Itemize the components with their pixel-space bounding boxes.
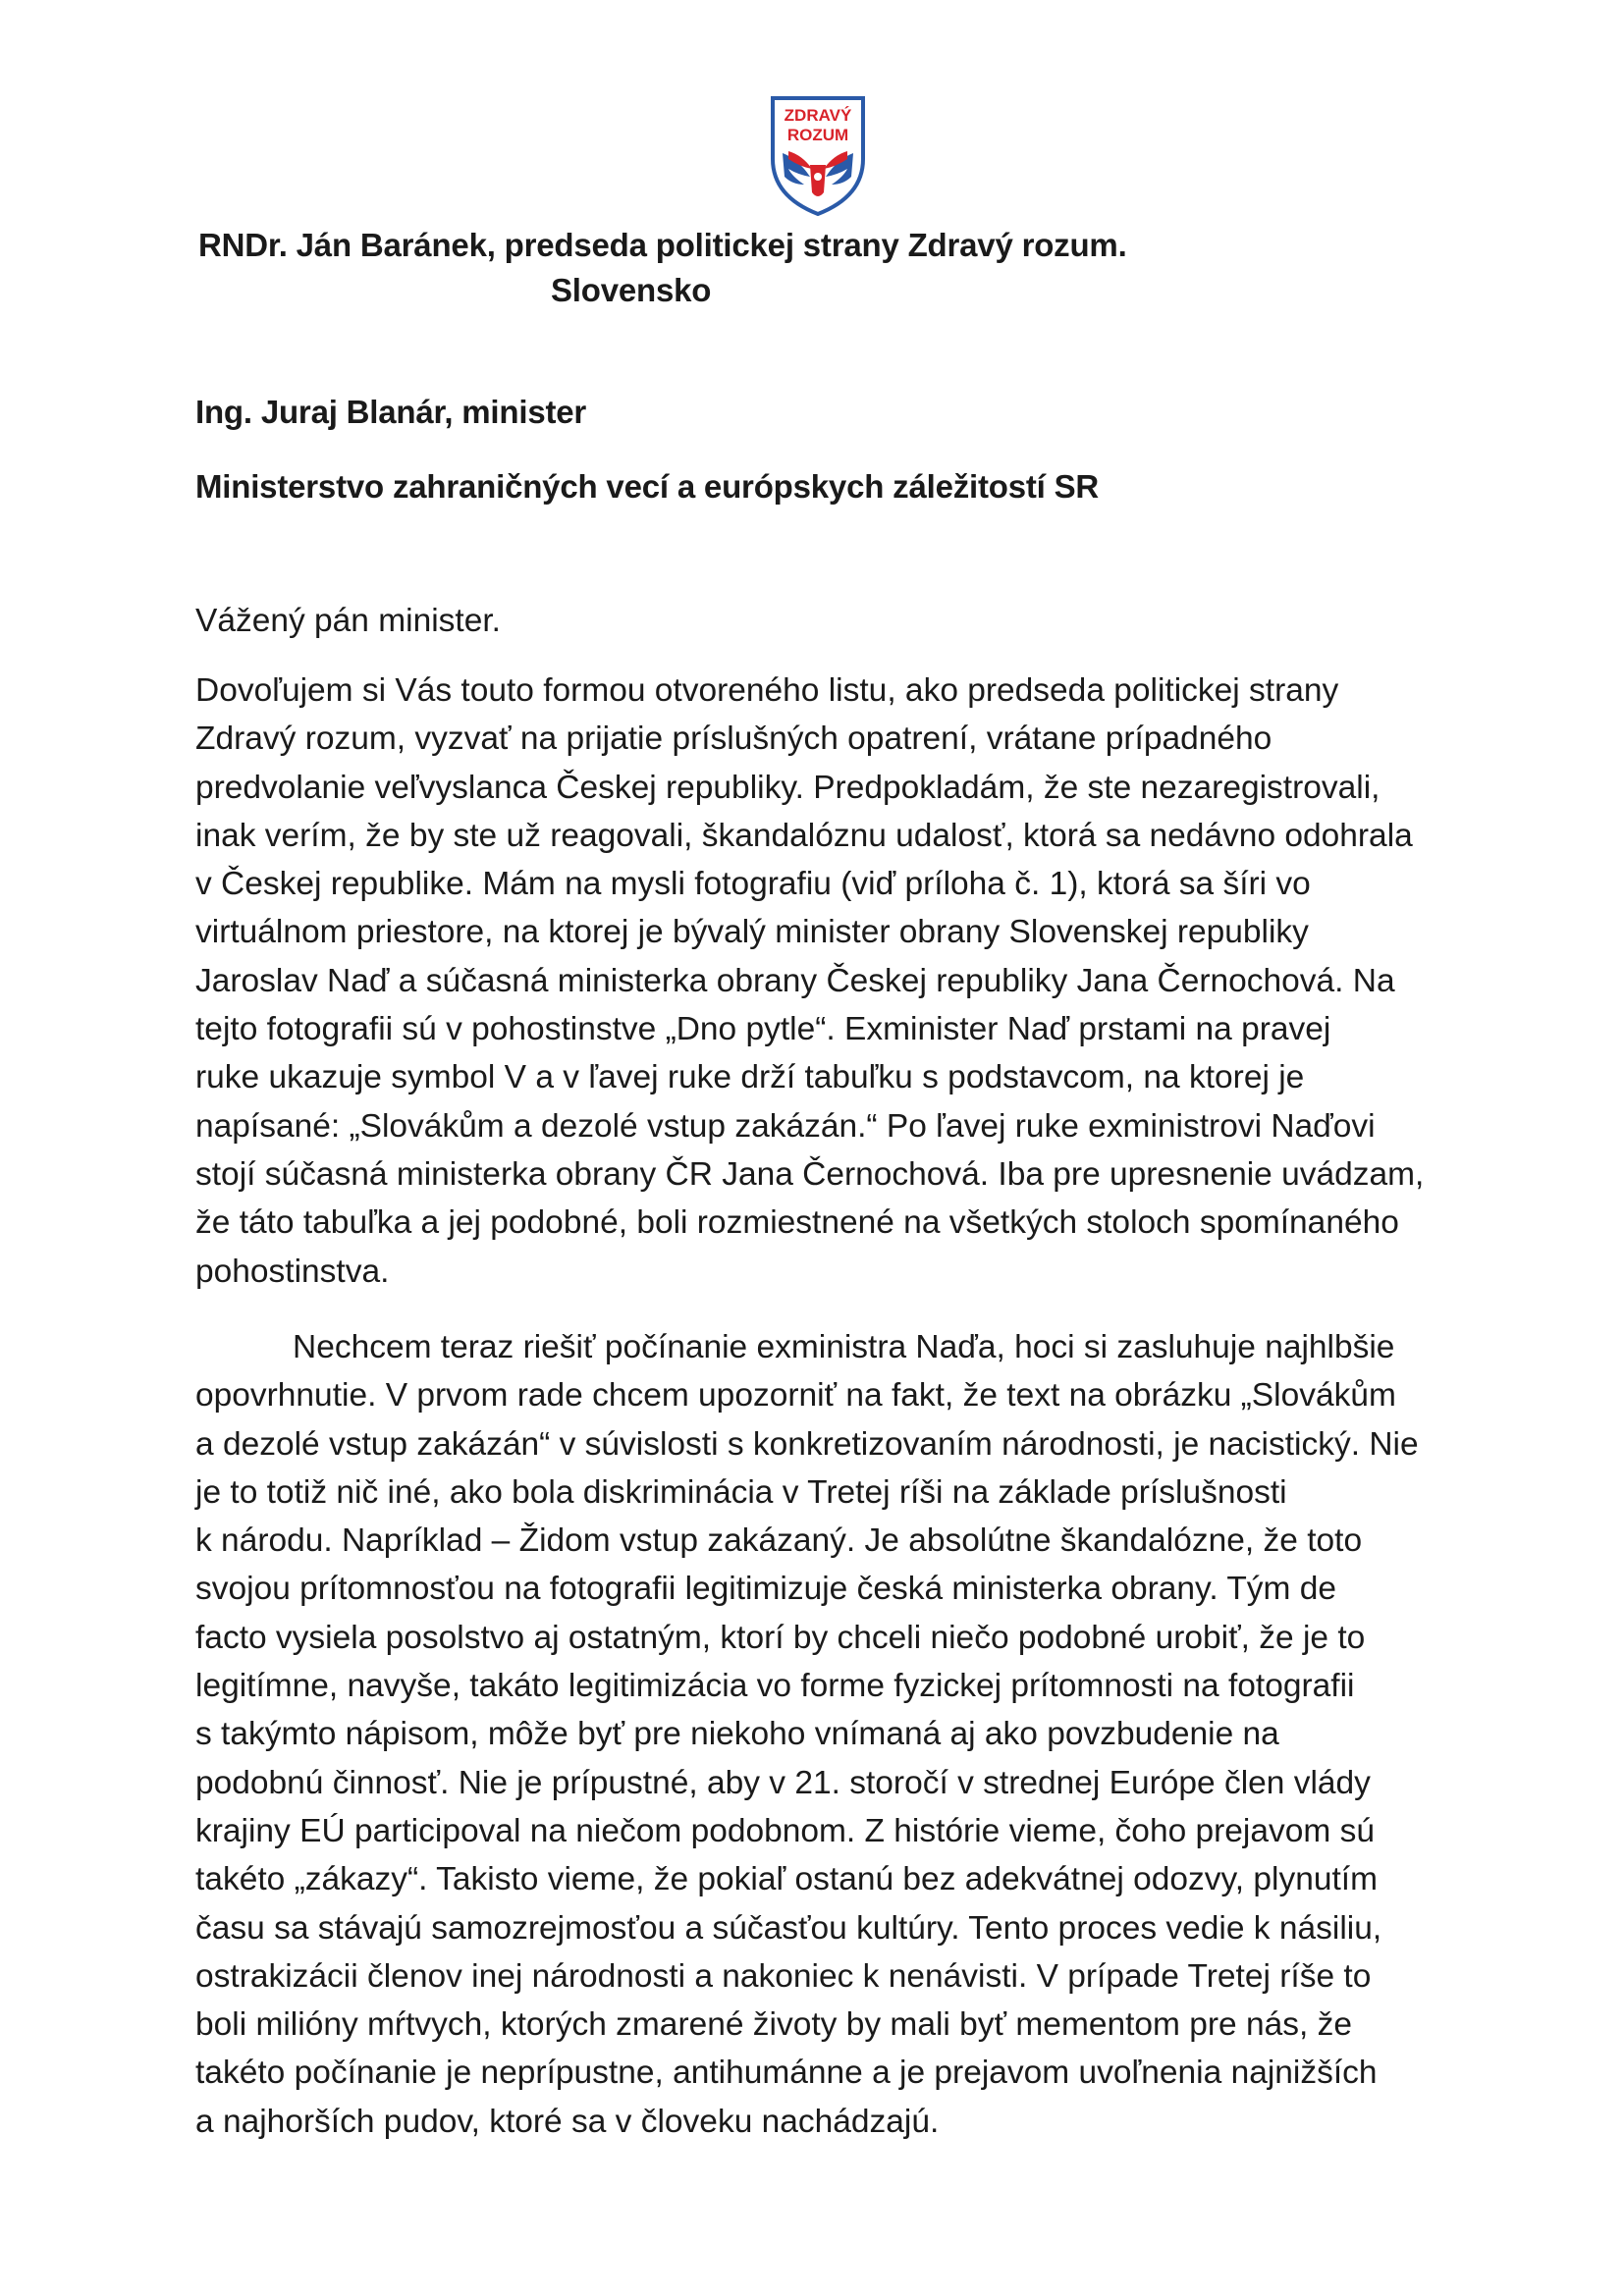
paragraph-line: Nechcem teraz riešiť počínanie exministra Naďa, hoci si zasluhuje najhlbšie bbox=[293, 1329, 1395, 1365]
paragraph-line: virtuálnom priestore, na ktorej je bývalý minister obrany Slovenskej republiky bbox=[195, 914, 1309, 951]
paragraph-line: k národu. Napríklad – Židom vstup zakázaný. Je absolútne škandalózne, že toto bbox=[195, 1522, 1363, 1560]
greeting: Vážený pán minister. bbox=[195, 603, 501, 639]
paragraph-line: napísané: „Slovákům a dezolé vstup zakázán.“ Po ľavej ruke exministrovi Naďovi bbox=[195, 1107, 1376, 1145]
paragraph-line: ostrakizácii členov inej národnosti a nakoniec k nenávisti. V prípade Tretej ríše to bbox=[195, 1957, 1372, 1995]
paragraph-line: a najhorších pudov, ktoré sa v človeku nachádzajú. bbox=[195, 2103, 940, 2140]
paragraph-line: tejto fotografii sú v pohostinstve „Dno pytle“. Exminister Naď prstami na pravej bbox=[195, 1011, 1331, 1048]
paragraph-line: s takýmto nápisom, môže byť pre niekoho vnímaná aj ako povzbudenie na bbox=[195, 1716, 1279, 1753]
paragraph-1 bbox=[195, 667, 1452, 1296]
paragraph-line: predvolanie veľvyslanca Českej republiky. Predpokladám, že ste nezaregistrovali, bbox=[195, 769, 1380, 806]
paragraph-line: boli milióny mŕtvych, ktorých zmarené životy by mali byť mementom pre nás, že bbox=[195, 2006, 1352, 2044]
paragraph-line: je to totiž nič iné, ako bola diskriminácia v Tretej ríši na základe príslušnosti bbox=[195, 1473, 1287, 1511]
paragraph-line: krajiny EÚ participoval na niečom podobnom. Z histórie vieme, čoho prejavom sú bbox=[195, 1812, 1375, 1849]
paragraph-line: takéto počínanie je neprípustne, antihumánne a je prejavom uvoľnenia najnižších bbox=[195, 2055, 1378, 2092]
recipient-ministry: Ministerstvo zahraničných vecí a európskych záležitostí SR bbox=[195, 468, 1100, 505]
paragraph-line: legitímne, navyše, takáto legitimizácia vo forme fyzickej prítomnosti na fotografii bbox=[195, 1668, 1355, 1705]
paragraph-2 bbox=[195, 1323, 1452, 2146]
paragraph-line: Dovoľujem si Vás touto formou otvoreného listu, ako predseda politickej strany bbox=[195, 672, 1339, 709]
paragraph-line: Jaroslav Naď a súčasná ministerka obrany Českej republiky Jana Černochová. Na bbox=[195, 962, 1395, 999]
sender-line-2: Slovensko bbox=[551, 272, 712, 308]
shield-logo-icon bbox=[769, 94, 867, 218]
paragraph-line: pohostinstva. bbox=[195, 1253, 390, 1290]
logo-text-line1: ZDRAVÝ bbox=[784, 106, 852, 125]
paragraph-line: opovrhnutie. V prvom rade chcem upozorniť na fakt, že text na obrázku „Slovákům bbox=[195, 1377, 1396, 1415]
recipient-name: Ing. Juraj Blanár, minister bbox=[195, 394, 587, 430]
paragraph-line: podobnú činnosť. Nie je prípustné, aby v 21. storočí v strednej Európe člen vlády bbox=[195, 1764, 1371, 1801]
paragraph-line: takéto „zákazy“. Takisto vieme, že pokiaľ ostanú bez adekvátnej odozvy, plynutím bbox=[195, 1861, 1378, 1898]
paragraph-line: Zdravý rozum, vyzvať na prijatie príslušných opatrení, vrátane prípadného bbox=[195, 721, 1272, 758]
logo-text-line2: ROZUM bbox=[786, 126, 849, 144]
paragraph-line: facto vysiela posolstvo aj ostatným, ktorí by chceli niečo podobné urobiť, že je to bbox=[195, 1619, 1366, 1656]
paragraph-line: inak verím, že by ste už reagovali, škandalóznu udalosť, ktorá sa nedávno odohrala bbox=[195, 817, 1413, 854]
paragraph-line: a dezolé vstup zakázán“ v súvislosti s konkretizovaním národnosti, je nacistický. Nie bbox=[195, 1425, 1419, 1463]
paragraph-line: že táto tabuľka a jej podobné, boli rozmiestnené na všetkých stoloch spomínaného bbox=[195, 1204, 1399, 1242]
party-logo bbox=[769, 94, 867, 218]
paragraph-line: v Českej republike. Mám na mysli fotografiu (viď príloha č. 1), ktorá sa šíri vo bbox=[195, 866, 1311, 903]
paragraph-line: času sa stávajú samozrejmosťou a súčasťou kultúry. Tento proces vedie k násiliu, bbox=[195, 1909, 1382, 1947]
paragraph-line: ruke ukazuje symbol V a v ľavej ruke drží tabuľku s podstavcom, na ktorej je bbox=[195, 1059, 1305, 1096]
sender-line-1: RNDr. Ján Baránek, predseda politickej strany Zdravý rozum. bbox=[198, 227, 1127, 263]
paragraph-line: svojou prítomnosťou na fotografii legitimizuje česká ministerka obrany. Tým de bbox=[195, 1571, 1337, 1608]
paragraph-line: stojí súčasná ministerka obrany ČR Jana Černochová. Iba pre upresnenie uvádzam, bbox=[195, 1155, 1425, 1193]
